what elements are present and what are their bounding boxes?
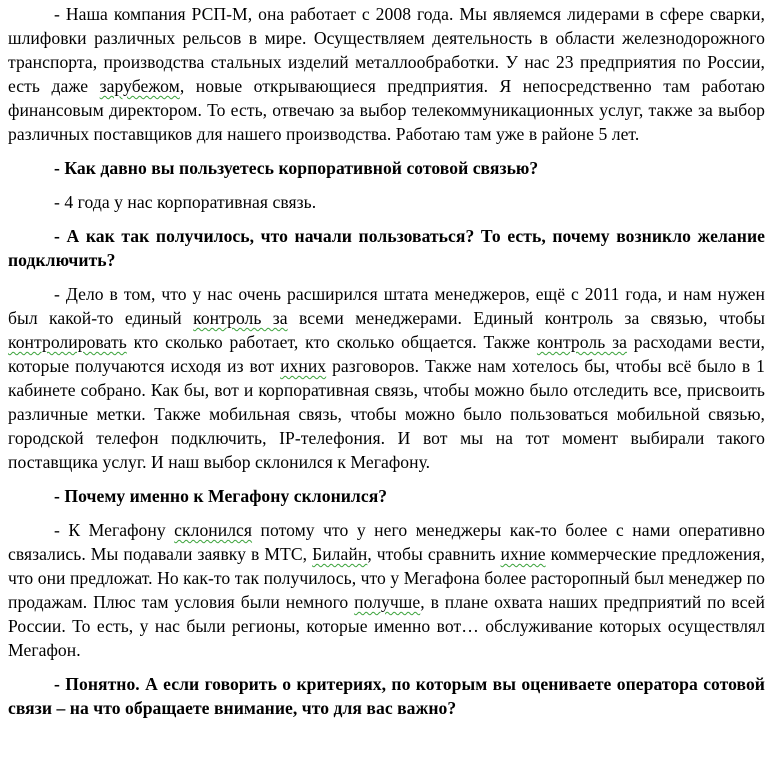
text-run: - Как давно вы пользуетесь корпоративной сотовой связью?	[54, 158, 539, 178]
spellcheck-flagged-word: ихние	[500, 544, 546, 564]
spellcheck-flagged-word: склонился	[174, 520, 253, 540]
spellcheck-flagged-word: контроль за	[193, 308, 288, 328]
question-paragraph	[8, 672, 765, 720]
text-run: разговоров. Также нам хотелось бы, чтобы всё было в 1 кабинете собрано. Как бы, вот и корпоративная связь, чтобы можно было отследить все, присвоить различные метки. Также мобильная связь, чтобы можно было пользоваться мобильной связью, городской телефон подключить, IP-телефония. И вот мы на тот момент выбирали такого поставщика услуг. И наш выбор склонился к Мегафону.	[8, 356, 766, 472]
text-run: - Понятно. А если говорить о критериях, по которым вы оцениваете оператора сотовой связи – на что обращаете внимание, что для вас важно?	[8, 674, 765, 718]
text-run: - Почему именно к Мегафону склонился?	[54, 486, 388, 506]
question-paragraph	[8, 484, 765, 508]
spellcheck-flagged-word: Билайн	[312, 544, 368, 564]
text-run: кто сколько работает, кто сколько общается. Также	[126, 332, 537, 352]
spellcheck-flagged-word: зарубежом	[99, 76, 180, 96]
question-paragraph	[8, 156, 765, 180]
text-run: расходами вести, которые получаются исходя из вот	[8, 332, 765, 376]
text-run: потому что у него менеджеры как-то более с нами оперативно связались. Мы подавали заявку в МТС,	[8, 520, 765, 564]
spellcheck-flagged-word: контролировать	[8, 332, 127, 352]
text-run: - Дело в том, что у нас очень расширился штата менеджеров, ещё с 2011 года, и нам нужен был какой-то единый	[8, 284, 765, 328]
answer-paragraph	[8, 518, 765, 662]
spellcheck-flagged-word: контроль за	[536, 332, 627, 352]
answer-paragraph	[8, 2, 765, 146]
text-run: , чтобы сравнить	[367, 544, 501, 564]
spellcheck-flagged-word: получше	[354, 592, 421, 612]
text-run: - А как так получилось, что начали пользоваться? То есть, почему возникло желание подключить?	[8, 226, 765, 270]
text-run: , новые открывающиеся предприятия. Я непосредственно там работаю финансовым директором. То есть, отвечаю за выбор телекоммуникационных услуг, также за выбор различных поставщиков для нашего производства. Работаю там уже в районе 5 лет.	[8, 76, 766, 144]
answer-paragraph	[8, 282, 765, 474]
text-run: коммерческие предложения, что они предложат. Но как-то так получилось, что у Мегафона более расторопный был менеджер по продажам. Плюс там условия были немного	[8, 544, 765, 612]
question-paragraph	[8, 224, 765, 272]
text-run: , в плане охвата наших предприятий по всей России. То есть, у нас были регионы, которые именно вот… обслуживание которых осуществлял Мегафон.	[8, 592, 766, 660]
spellcheck-flagged-word: ихних	[280, 356, 327, 376]
text-run: всеми менеджерами. Единый контроль за связью, чтобы	[287, 308, 765, 328]
text-run: - Наша компания РСП-М, она работает с 2008 года. Мы являемся лидерами в сфере сварки, шлифовки различных рельсов в мире. Осуществляем деятельность в области железнодорожного транспорта, производства стальных изделий металлообработки. У нас 23 предприятия по России, есть даже	[8, 4, 765, 96]
answer-paragraph	[8, 190, 765, 214]
text-run: - К Мегафону	[54, 520, 175, 540]
text-run: - 4 года у нас корпоративная связь.	[54, 192, 317, 212]
